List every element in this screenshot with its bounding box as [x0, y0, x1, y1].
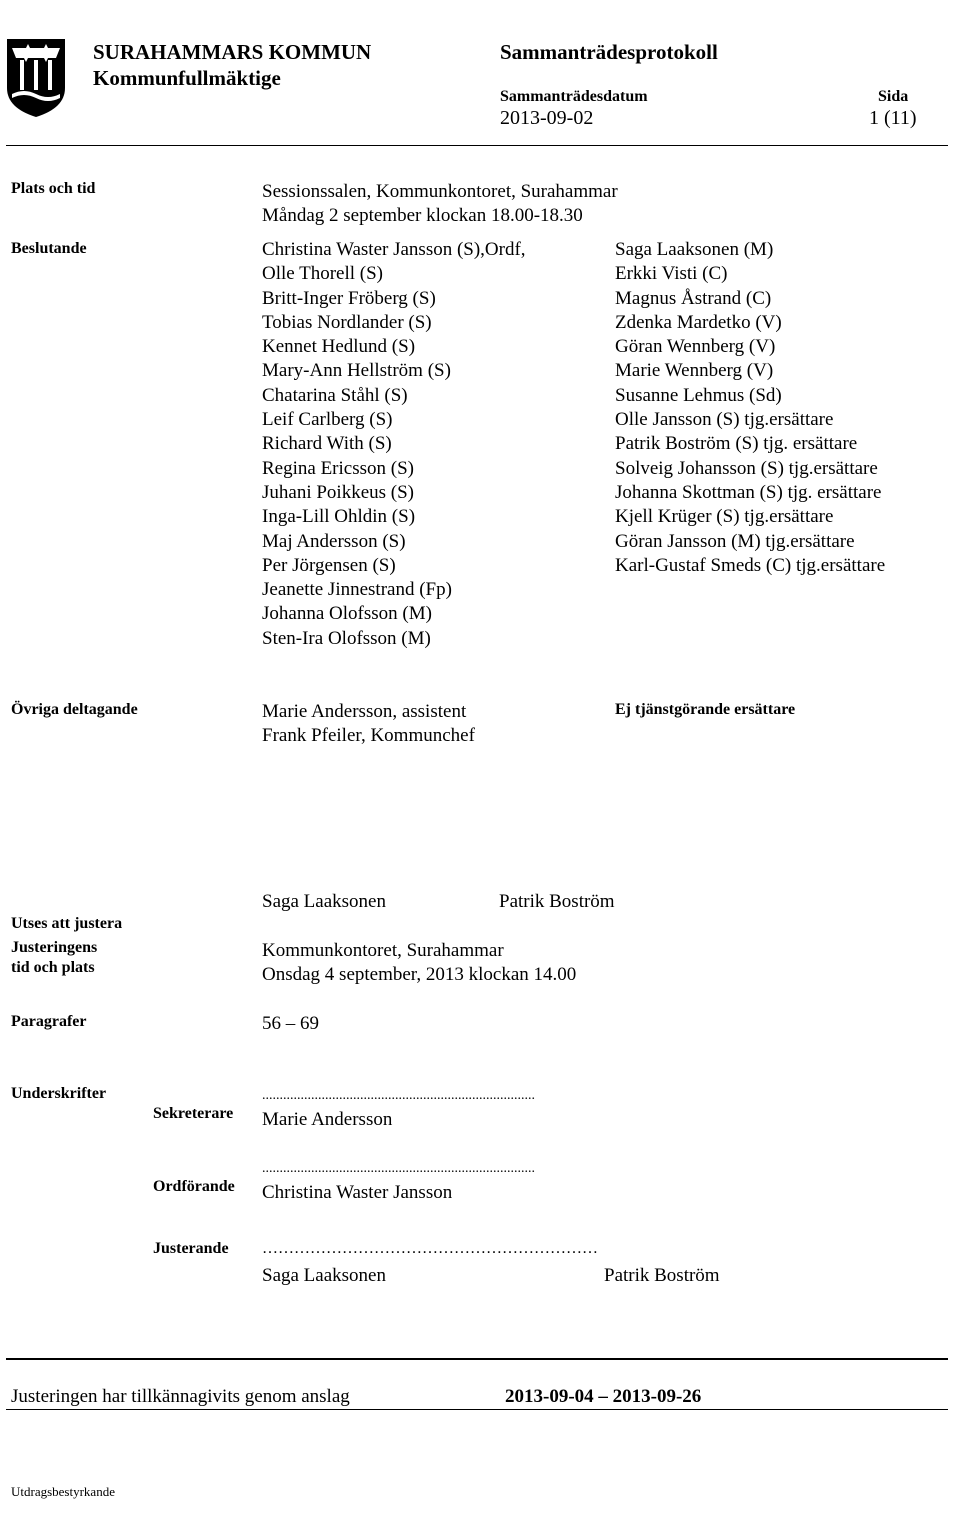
body-name: Kommunfullmäktige [93, 66, 281, 90]
notice-bottom-rule [6, 1409, 948, 1410]
adjust-time-place [262, 939, 576, 988]
place-label: Plats och tid [11, 180, 96, 197]
adjuster-signature-name: Patrik Boström [604, 1265, 720, 1286]
list-item: Mary-Ann Hellström (S) [262, 360, 451, 382]
list-item: Britt-Inger Fröberg (S) [262, 287, 436, 309]
notice-dates: 2013-09-04 – 2013-09-26 [505, 1386, 702, 1407]
chair-name: Christina Waster Jansson [262, 1182, 453, 1203]
adjust-place: Kommunkontoret, Surahammar [262, 940, 504, 961]
list-item: Jeanette Jinnestrand (Fp) [262, 579, 452, 601]
municipality-coat-of-arms [6, 38, 66, 118]
list-item: Johanna Olofsson (M) [262, 603, 432, 625]
secretary-label: Sekreterare [153, 1105, 234, 1122]
secretary-signature-line: .............................................................................. [262, 1088, 535, 1103]
list-item: Göran Jansson (M) tjg.ersättare [615, 530, 855, 552]
list-item: Leif Carlberg (S) [262, 409, 393, 431]
notice-top-rule [6, 1358, 948, 1360]
others-list [262, 700, 475, 749]
deciding-label: Beslutande [11, 240, 87, 257]
notice-text: Justeringen har tillkännagivits genom anslag [11, 1386, 350, 1407]
page-number: 1 (11) [869, 107, 917, 129]
adjuster-signature-label: Justerande [153, 1240, 229, 1257]
adjuster-signature-line: ……………………………………………………… [262, 1240, 598, 1257]
list-item: Zdenka Mardetko (V) [615, 311, 782, 333]
others-label: Övriga deltagande [11, 701, 138, 718]
list-item: Juhani Poikkeus (S) [262, 481, 414, 503]
date-label: Sammanträdesdatum [500, 88, 648, 105]
list-item: Solveig Johansson (S) tjg.ersättare [615, 457, 878, 479]
list-item: Inga-Lill Ohldin (S) [262, 506, 416, 528]
deciding-list-right [615, 238, 885, 578]
paragraphs-label: Paragrafer [11, 1013, 87, 1030]
list-item: Kennet Hedlund (S) [262, 336, 416, 358]
list-item: Göran Wennberg (V) [615, 336, 776, 358]
adjuster-name: Saga Laaksonen [262, 891, 386, 912]
list-item: Tobias Nordlander (S) [262, 311, 432, 333]
list-item: Erkki Visti (C) [615, 263, 728, 285]
time-line: Måndag 2 september klockan 18.00-18.30 [262, 205, 583, 227]
page-label: Sida [878, 88, 909, 105]
list-item: Karl-Gustaf Smeds (C) tjg.ersättare [615, 554, 886, 576]
substitutes-label: Ej tjänstgörande ersättare [615, 701, 796, 718]
adjust-time-place-label: Justeringens [11, 939, 98, 956]
adjusters-label: Utses att justera [11, 915, 123, 932]
secretary-name: Marie Andersson [262, 1109, 393, 1130]
list-item: Frank Pfeiler, Kommunchef [262, 725, 475, 747]
place-time [262, 180, 618, 229]
list-item: Regina Ericsson (S) [262, 457, 414, 479]
adjust-time-place-label: tid och plats [11, 959, 95, 976]
adjuster-signature-name: Saga Laaksonen [262, 1265, 386, 1286]
list-item: Olle Jansson (S) tjg.ersättare [615, 409, 834, 431]
list-item: Per Jörgensen (S) [262, 554, 396, 576]
list-item: Richard With (S) [262, 433, 392, 455]
header-divider [6, 145, 948, 146]
adjuster-name: Patrik Boström [499, 891, 615, 912]
list-item: Magnus Åstrand (C) [615, 287, 772, 309]
chair-label: Ordförande [153, 1178, 235, 1195]
list-item: Kjell Krüger (S) tjg.ersättare [615, 506, 834, 528]
paragraphs-value: 56 – 69 [262, 1013, 319, 1034]
signatures-label: Underskrifter [11, 1085, 107, 1102]
list-item: Maj Andersson (S) [262, 530, 406, 552]
document-type: Sammanträdesprotokoll [500, 40, 718, 64]
list-item: Chatarina Ståhl (S) [262, 384, 408, 406]
place-line: Sessionssalen, Kommunkontoret, Surahammar [262, 181, 618, 202]
list-item: Marie Wennberg (V) [615, 360, 774, 382]
deciding-list-left [262, 238, 526, 651]
footer-certification-label: Utdragsbestyrkande [11, 1484, 115, 1499]
adjust-time: Onsdag 4 september, 2013 klockan 14.00 [262, 964, 577, 986]
list-item: Marie Andersson, assistent [262, 701, 467, 722]
list-item: Johanna Skottman (S) tjg. ersättare [615, 481, 882, 503]
list-item: Susanne Lehmus (Sd) [615, 384, 782, 406]
list-item: Olle Thorell (S) [262, 263, 384, 285]
list-item: Christina Waster Jansson (S),Ordf, [262, 239, 526, 260]
municipality-name: SURAHAMMARS KOMMUN [93, 40, 372, 64]
list-item: Saga Laaksonen (M) [615, 239, 774, 260]
list-item: Patrik Boström (S) tjg. ersättare [615, 433, 858, 455]
chair-signature-line: .............................................................................. [262, 1161, 535, 1176]
list-item: Sten-Ira Olofsson (M) [262, 627, 431, 649]
meeting-date: 2013-09-02 [500, 107, 594, 129]
